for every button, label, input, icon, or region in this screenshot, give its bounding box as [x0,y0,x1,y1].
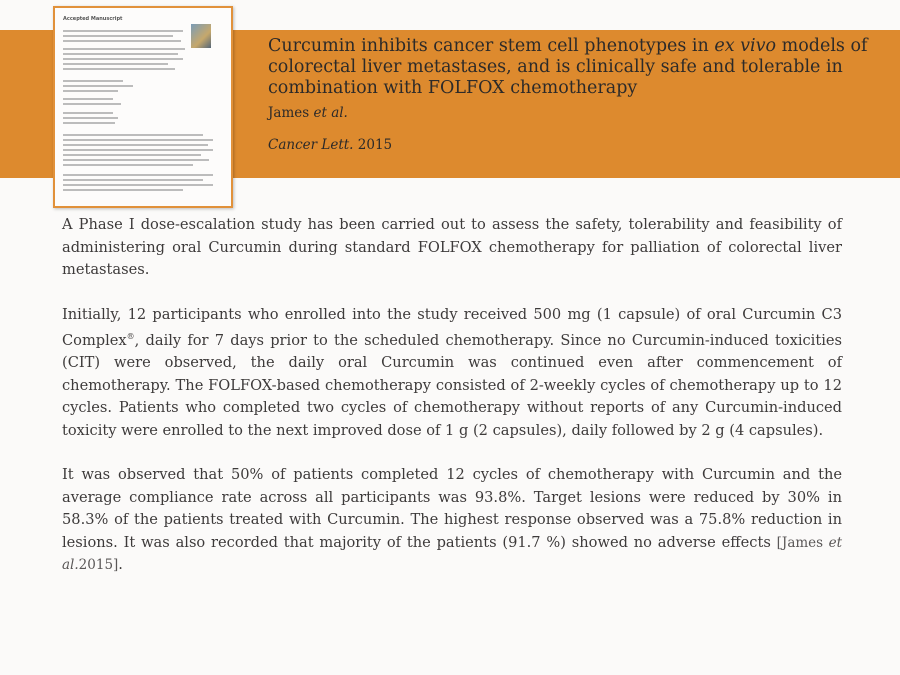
ref-close: 2015] [78,557,119,574]
article-citation [268,36,888,153]
thumbnail-text-line [63,103,121,105]
thumbnail-text-line [63,122,115,124]
paragraph-3-end: . [118,556,123,574]
thumbnail-text-line [63,149,213,151]
thumbnail-text-line [63,134,203,136]
thumbnail-cover-image [191,24,211,48]
thumbnail-text-line [63,35,173,37]
thumbnail-text-line [63,40,181,42]
paragraph-2-text-a: Initially, 12 participants who enrolled into the study received 500 mg (1 capsule) of oral Curcumin C3 Complex [62,305,842,349]
paragraph-2-text-b: , daily for 7 days prior to the scheduled chemotherapy. Since no Curcumin-induced toxicities (CIT) were observed, the daily oral Curcumin was continued even after commencement of chemotherapy. The FOLFOX-based chemotherapy consisted of 2-weekly cycles of chemotherapy up to 12 cycles. Patients who completed two cycles of chemotherapy without reports of any Curcumin-induced toxicity were enrolled to the next improved dose of 1 g (2 capsules), daily followed by 2 g (4 capsules). [62,331,842,439]
thumbnail-text-line [63,30,183,32]
paragraph-2 [62,304,842,443]
journal-year: 2015 [353,137,393,153]
thumbnail-text-line [63,184,213,186]
paragraph-3-text: It was observed that 50% of patients completed 12 cycles of chemotherapy with Curcumin and the average compliance rate across all participants was 93.8%. Target lesions were reduced by 30% in 58.3% of the patients treated with Curcumin. The highest response observed was a 75.8% reduction in lesions. It was also recorded that majority of the patients (91.7 %) showed no adverse effects [62,466,842,551]
thumbnail-text-line [63,159,209,161]
journal-name: Cancer Lett. [268,137,354,153]
thumbnail-text-line [63,58,183,60]
thumbnail-text-line [63,144,208,146]
thumbnail-text-line [63,164,193,166]
paragraph-1: A Phase I dose-escalation study has been carried out to assess the safety, tolerability and feasibility of administering oral Curcumin during standard FOLFOX chemotherapy for palliation of colorectal liver metastases. [62,216,842,278]
thumbnail-text-line [63,139,213,141]
ref-etal: et al. [62,534,842,574]
title-text-1: Curcumin inhibits cancer stem cell phenotypes in [268,36,715,56]
author-etal: et al. [313,105,348,121]
thumbnail-header: Accepted Manuscript [63,16,123,22]
thumbnail-text-line [63,112,113,114]
thumbnail-text-line [63,117,118,119]
thumbnail-text-line [63,53,178,55]
thumbnail-text-line [63,189,183,191]
thumbnail-text-line [63,90,118,92]
article-title [268,36,888,99]
manuscript-thumbnail [53,6,233,208]
thumbnail-text-line [63,179,203,181]
thumbnail-text-line [63,85,133,87]
article-journal [268,137,888,153]
thumbnail-text-line [63,48,185,50]
registered-mark: ® [126,332,135,341]
thumbnail-text-line [63,174,213,176]
title-text-2: models of colorectal liver metastases, and is clinically safe and tolerable in combination with FOLFOX chemotherapy [268,36,868,98]
ref-open: [James [776,534,829,551]
thumbnail-text-line [63,63,168,65]
thumbnail-text-line [63,80,123,82]
thumbnail-text-line [63,68,175,70]
article-authors [268,105,888,121]
paragraph-3 [62,464,842,577]
author-name: James [268,105,314,121]
thumbnail-text-line [63,98,113,100]
title-italic: ex vivo [714,36,777,56]
body-text [62,214,842,599]
thumbnail-text-line [63,154,201,156]
